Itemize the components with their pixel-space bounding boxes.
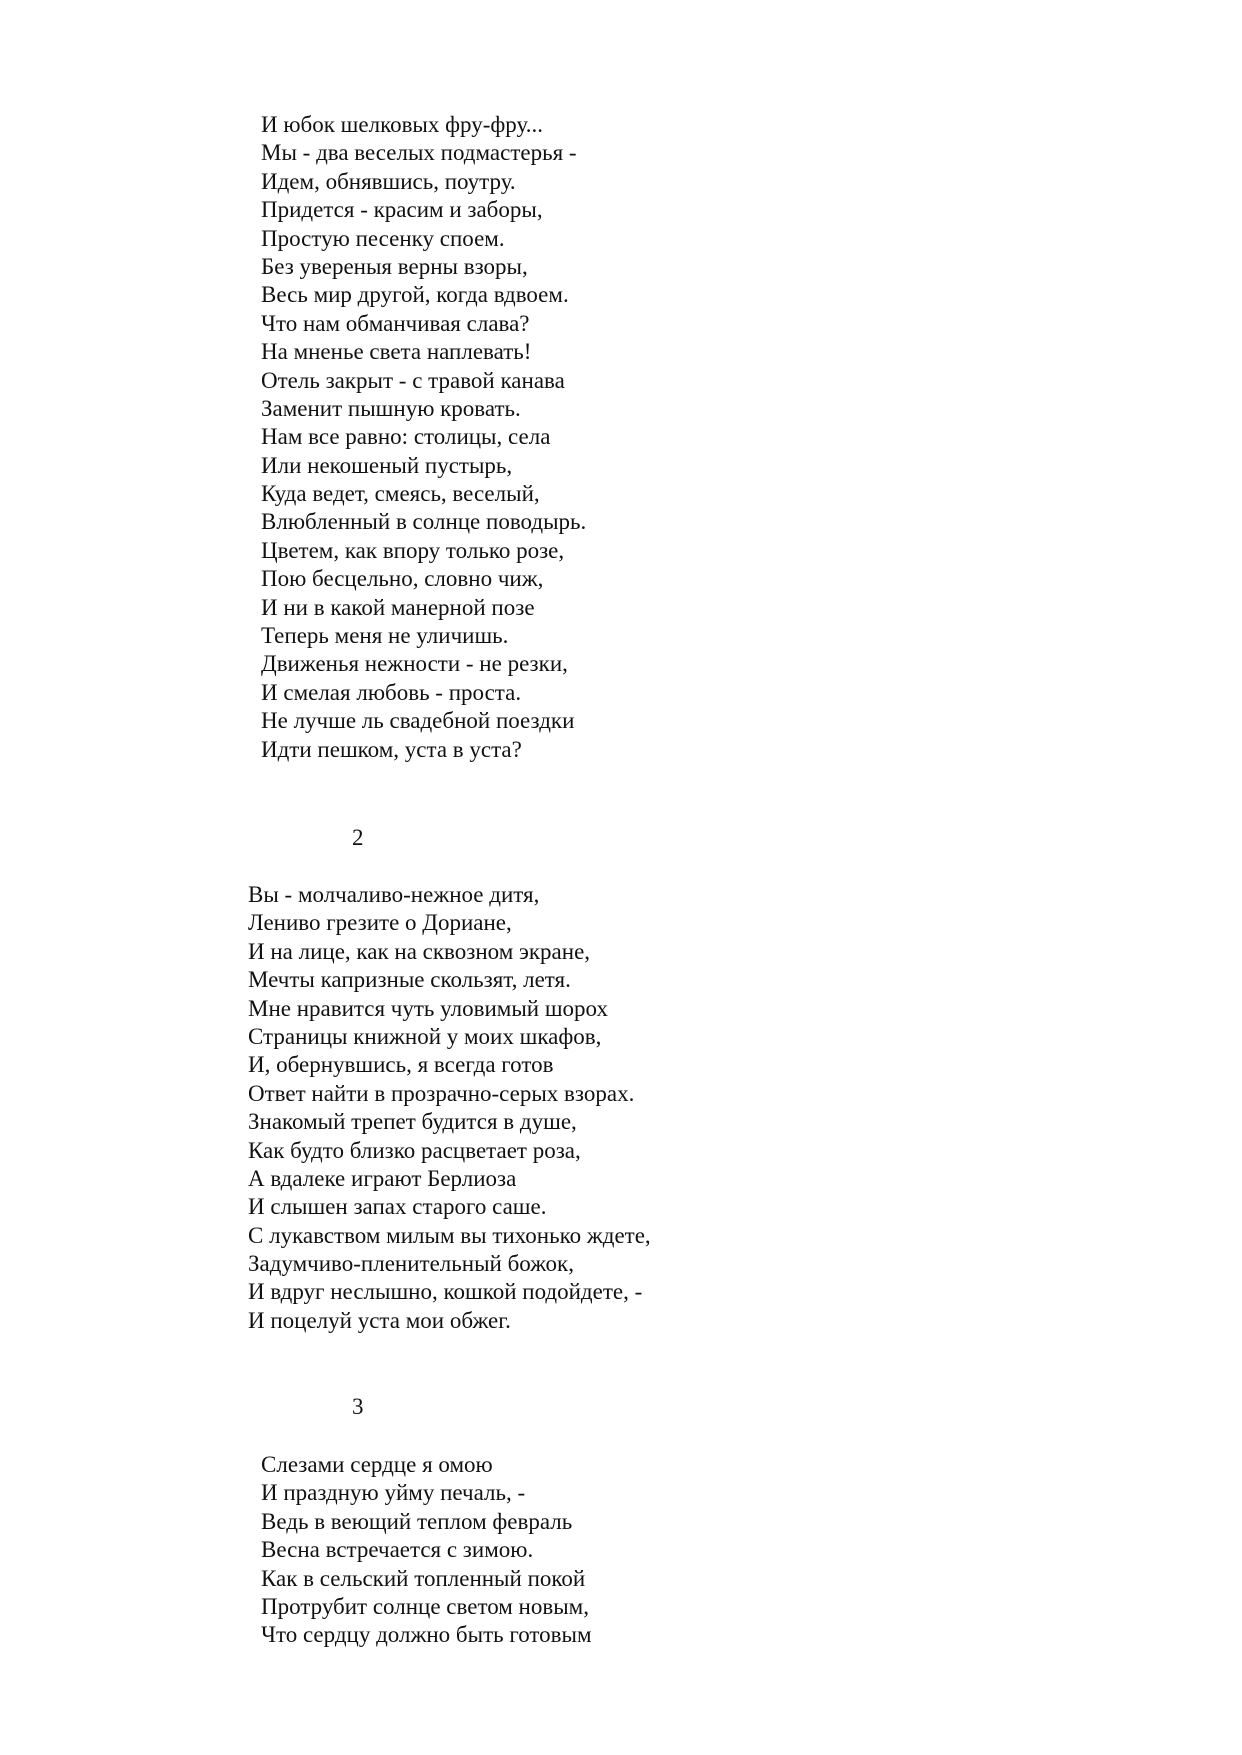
poem-line: И на лице, как на сквозном экране, — [248, 938, 591, 964]
poem-line: Без увереныя верны взоры, — [261, 253, 528, 279]
poem-line: Теперь меня не уличишь. — [261, 623, 509, 649]
poem-line: И, обернувшись, я всегда готов — [248, 1052, 554, 1078]
poem-line: Или некошеный пустырь, — [261, 452, 513, 478]
poem-line: Куда ведет, смеясь, веселый, — [261, 481, 540, 507]
poem-line: Мне нравится чуть уловимый шорох — [248, 995, 608, 1021]
poem-line: Идти пешком, уста в уста? — [261, 736, 522, 762]
poem-line: А вдалеке играют Берлиоза — [248, 1165, 517, 1191]
poem-part-2 — [248, 881, 651, 1335]
poem-line: Заменит пышную кровать. — [261, 395, 521, 421]
poem-line: Вы - молчаливо-нежное дитя, — [248, 882, 540, 907]
poem-line: Задумчиво-пленительный божок, — [248, 1251, 574, 1277]
poem-line: Страницы книжной у моих шкафов, — [248, 1023, 602, 1049]
poem-line: Мы - два веселых подмастерья - — [261, 140, 577, 166]
poem-line: Как в сельский топленный покой — [261, 1565, 586, 1591]
poem-line: Лениво грезите о Дориане, — [248, 910, 512, 936]
poem-line: Что нам обманчивая слава? — [261, 310, 530, 336]
poem-line: И праздную уйму печаль, - — [261, 1480, 526, 1506]
poem-line: Слезами сердце я омою — [261, 1452, 493, 1477]
poem-line: Ответ найти в прозрачно-серых взорах. — [248, 1080, 635, 1106]
poem-line: С лукавством милым вы тихонько ждете, — [248, 1222, 651, 1248]
poem-line: Ведь в веющий теплом февраль — [261, 1508, 573, 1534]
poem-part-3 — [261, 1451, 592, 1650]
poem-line: Весна встречается с зимою. — [261, 1537, 534, 1563]
section-number-3: 3 — [352, 1394, 364, 1419]
poem-line: Как будто близко расцветает роза, — [248, 1137, 581, 1163]
poem-line: Пою бесцельно, словно чиж, — [261, 566, 544, 592]
poem-line: Идем, обнявшись, поутру. — [261, 168, 516, 194]
poem-line: Движенья нежности - не резки, — [261, 651, 568, 677]
poem-line: Знакомый трепет будится в душе, — [248, 1109, 577, 1135]
poem-line: Протрубит солнце светом новым, — [261, 1593, 589, 1619]
poem-line: И юбок шелковых фру-фру... — [261, 112, 543, 137]
poem-line: И смелая любовь - проста. — [261, 679, 522, 705]
poem-line: Простую песенку споем. — [261, 225, 505, 251]
poem-line: И поцелуй уста мои обжег. — [248, 1307, 511, 1333]
poem-line: Цветем, как впору только розе, — [261, 537, 565, 563]
poem-line: Отель закрыт - с травой канава — [261, 367, 565, 393]
poem-line: Весь мир другой, когда вдвоем. — [261, 282, 569, 308]
poem-line: Что сердцу должно быть готовым — [261, 1622, 592, 1648]
poem-line: И ни в какой манерной позе — [261, 594, 535, 620]
poem-line: И слышен запах старого саше. — [248, 1194, 547, 1220]
poem-line: Придется - красим и заборы, — [261, 197, 543, 223]
poem-line: Нам все равно: столицы, села — [261, 424, 551, 450]
poem-line: Влюбленный в солнце поводырь. — [261, 509, 587, 535]
poem-line: Мечты капризные скользят, летя. — [248, 967, 571, 993]
poem-part-1 — [261, 111, 586, 764]
poem-line: И вдруг неслышно, кошкой подойдете, - — [248, 1279, 643, 1305]
section-number-2: 2 — [352, 825, 364, 850]
poem-line: На мненье света наплевать! — [261, 339, 532, 365]
poem-line: Не лучше ль свадебной поездки — [261, 708, 575, 734]
